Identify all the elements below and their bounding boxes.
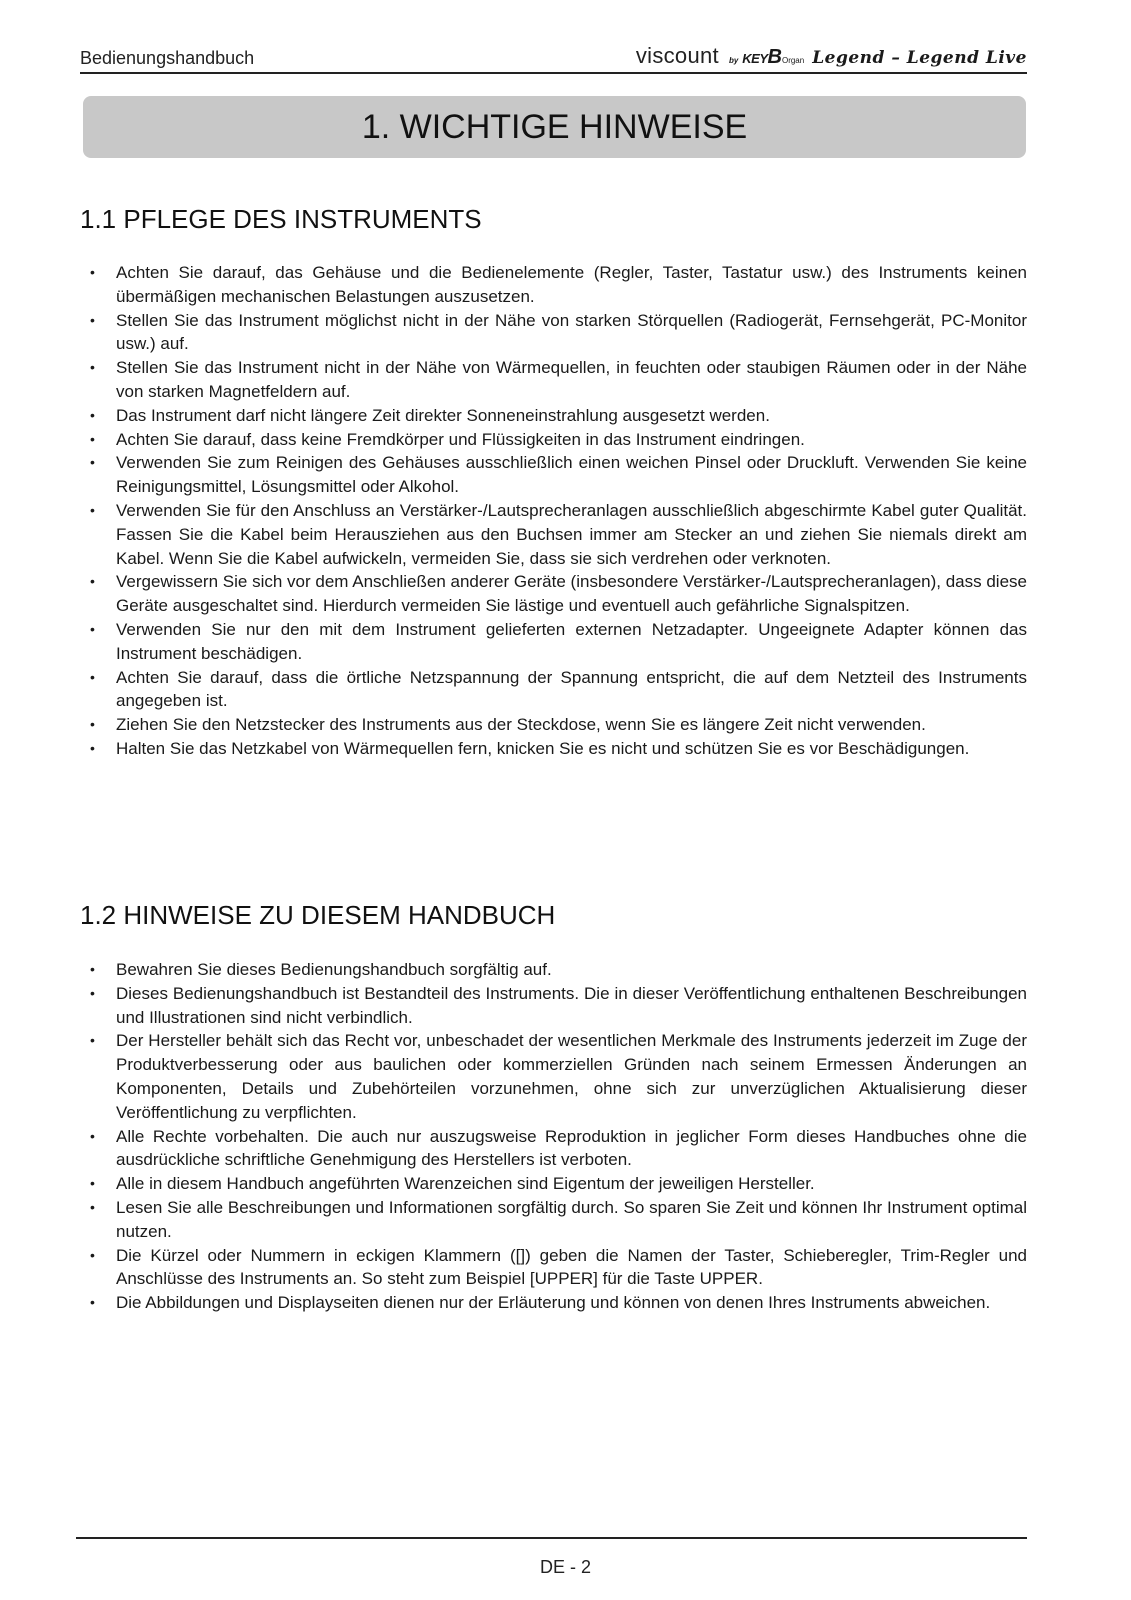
list-item-text: Achten Sie darauf, das Gehäuse und die Bedienelemente (Regler, Taster, Tastatur usw.) des Instruments keinen übermäßigen mechanischen Belastungen auszusetzen. — [116, 263, 1027, 306]
list-item — [80, 666, 1027, 714]
list-item — [80, 261, 1027, 309]
list-item — [80, 618, 1027, 666]
brand-model: Legend – Legend Live — [812, 48, 1027, 68]
bullet-icon: • — [90, 1294, 95, 1311]
list-item — [80, 309, 1027, 357]
bullet-icon: • — [90, 430, 95, 447]
list-item — [80, 1029, 1027, 1124]
brand-logo — [636, 43, 1027, 69]
list-item-text: Vergewissern Sie sich vor dem Anschließen anderer Geräte (insbesondere Verstärker-/Lautsprecheranlagen), dass diese Geräte ausgeschaltet sind. Hierdurch vermeiden Sie lästige und eventuell auch gefährliche Signalspitzen. — [116, 572, 1027, 616]
list-item — [80, 404, 1027, 428]
brand-key: KEY — [742, 51, 768, 66]
list-item-text: Stellen Sie das Instrument nicht in der Nähe von Wärmequellen, in feuchten oder staubigen Räumen oder in der Nähe von starken Magnetfeldern auf. — [116, 358, 1027, 401]
bullet-icon: • — [90, 406, 95, 423]
section-title-pflege: 1.1 PFLEGE DES INSTRUMENTS — [80, 204, 482, 234]
bullet-icon: • — [90, 1246, 95, 1263]
footer-divider — [76, 1537, 1027, 1539]
list-item — [80, 356, 1027, 404]
list-item-text: Das Instrument darf nicht längere Zeit direkter Sonneneinstrahlung ausgesetzt werden. — [116, 405, 770, 425]
section-title-hinweise: 1.2 HINWEISE ZU DIESEM HANDBUCH — [80, 900, 556, 930]
bullet-icon: • — [90, 501, 95, 518]
list-item — [80, 737, 1027, 761]
list-item — [80, 499, 1027, 570]
bullet-icon: • — [90, 1175, 95, 1192]
list-item-text: Alle Rechte vorbehalten. Die auch nur auszugsweise Reproduktion in jeglicher Form dieses Handbuches ohne die ausdrückliche schriftliche Genehmigung des Herstellers ist verboten. — [116, 1126, 1027, 1170]
list-item — [80, 428, 1027, 452]
list-item — [80, 1125, 1027, 1173]
list-item — [80, 1291, 1027, 1315]
bullet-icon: • — [90, 1127, 95, 1144]
list-item-text: Verwenden Sie zum Reinigen des Gehäuses ausschließlich einen weichen Pinsel oder Druckluft. Verwenden Sie keine Reinigungsmittel, Lösungsmittel oder Alkohol. — [116, 453, 1027, 497]
list-item-text: Alle in diesem Handbuch angeführten Warenzeichen sind Eigentum der jeweiligen Hersteller. — [116, 1174, 815, 1194]
brand-organ: Organ — [781, 56, 805, 65]
brand-viscount: viscount — [635, 43, 719, 68]
list-item-text: Verwenden Sie nur den mit dem Instrument gelieferten externen Netzadapter. Ungeeignete Adapter können das Instrument beschädigen. — [116, 619, 1027, 663]
bullet-icon: • — [90, 716, 95, 733]
document-title: Bedienungshandbuch — [80, 48, 255, 68]
bullet-list-hinweise — [80, 958, 1027, 1315]
brand-b: B — [767, 46, 782, 68]
list-item-text: Stellen Sie das Instrument möglichst nicht in der Nähe von starken Störquellen (Radiogerät, Fernsehgerät, PC-Monitor usw.) auf. — [116, 310, 1027, 354]
bullet-icon: • — [90, 620, 95, 637]
list-item — [80, 958, 1027, 982]
page-header — [80, 44, 1027, 74]
list-item-text: Achten Sie darauf, dass die örtliche Netzspannung der Spannung entspricht, die auf dem Netzteil des Instruments angegeben ist. — [116, 667, 1027, 711]
bullet-icon: • — [90, 573, 95, 590]
bullet-icon: • — [90, 739, 95, 756]
list-item-text: Bewahren Sie dieses Bedienungshandbuch sorgfältig auf. — [116, 960, 552, 979]
bullet-list-pflege — [80, 261, 1027, 761]
bullet-icon: • — [90, 311, 95, 328]
list-item-text: Verwenden Sie für den Anschluss an Verstärker-/Lautsprecheranlagen ausschließlich abgeschirmte Kabel guter Qualität. Fassen Sie die Kabel beim Herausziehen aus den Buchsen immer am Stecker an und ziehen Sie niemals direkt am Kabel. Wenn Sie die Kabel aufwickeln, vermeiden Sie, dass sie sich verdrehen oder verknoten. — [116, 500, 1027, 568]
list-item — [80, 451, 1027, 499]
list-item-text: Ziehen Sie den Netzstecker des Instruments aus der Steckdose, wenn Sie es längere Zeit nicht verwenden. — [116, 715, 926, 735]
list-item — [80, 1244, 1027, 1292]
page-number: DE - 2 — [539, 1557, 591, 1577]
list-item — [80, 1196, 1027, 1244]
bullet-icon: • — [90, 1032, 95, 1049]
bullet-icon: • — [90, 1198, 95, 1215]
brand-by: by — [728, 56, 739, 65]
chapter-title: 1. WICHTIGE HINWEISE — [361, 108, 748, 146]
list-item-text: Lesen Sie alle Beschreibungen und Informationen sorgfältig durch. So sparen Sie Zeit und können Ihr Instrument optimal nutzen. — [116, 1197, 1027, 1241]
list-item — [80, 982, 1027, 1030]
bullet-icon: • — [90, 961, 95, 977]
bullet-icon: • — [90, 668, 95, 685]
list-item-text: Halten Sie das Netzkabel von Wärmequellen fern, knicken Sie es nicht und schützen Sie es vor Beschädigungen. — [116, 738, 970, 758]
list-item-text: Dieses Bedienungshandbuch ist Bestandteil des Instruments. Die in dieser Veröffentlichung enthaltenen Beschreibungen und Illustrationen sind nicht verbindlich. — [116, 983, 1027, 1027]
list-item-text: Die Kürzel oder Nummern in eckigen Klammern ([]) geben die Namen der Taster, Schieberegler, Trim-Regler und Anschlüsse des Instruments an. So steht zum Beispiel [UPPER] für die Taste UPPER. — [116, 1245, 1027, 1289]
bullet-icon: • — [90, 454, 95, 471]
bullet-icon: • — [90, 984, 95, 1001]
list-item — [80, 1172, 1027, 1196]
list-item-text: Der Hersteller behält sich das Recht vor, unbeschadet der wesentlichen Merkmale des Instruments jederzeit im Zuge der Produktverbesserung oder aus baulichen oder kommerziellen Gründen nach seinem Ermessen Änderungen an Komponenten, Details und Zubehörteilen vorzunehmen, ohne sich zur unverzüglichen Aktualisierung dieser Veröffentlichung zu verpflichten. — [116, 1031, 1027, 1122]
chapter-banner — [83, 96, 1026, 158]
bullet-icon: • — [90, 359, 95, 376]
list-item-text: Achten Sie darauf, dass keine Fremdkörper und Flüssigkeiten in das Instrument eindringen. — [116, 429, 805, 449]
list-item — [80, 713, 1027, 737]
bullet-icon: • — [90, 264, 95, 280]
list-item-text: Die Abbildungen und Displayseiten dienen nur der Erläuterung und können von denen Ihres Instruments abweichen. — [116, 1293, 991, 1313]
list-item — [80, 570, 1027, 618]
